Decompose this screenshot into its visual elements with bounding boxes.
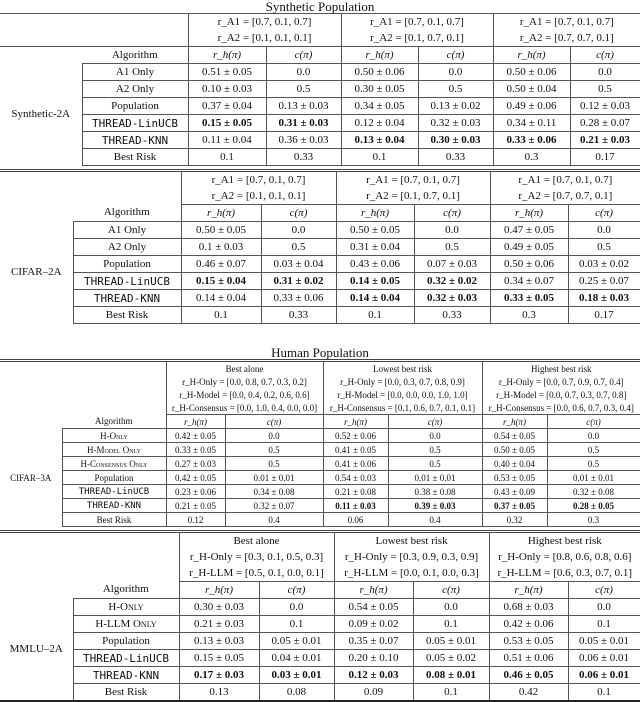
value-cell: 0.13 ± 0.03 bbox=[266, 98, 341, 115]
value-cell: 0.0 bbox=[388, 429, 482, 443]
value-cell: 0.05 ± 0.01 bbox=[259, 633, 334, 650]
value-cell: 0.1 bbox=[413, 684, 489, 702]
group-param-line: r_A1 = [0.7, 0.1, 0.7] bbox=[336, 171, 490, 189]
value-cell: 0.46 ± 0.05 bbox=[489, 667, 568, 684]
group-title: Best alone bbox=[179, 532, 334, 550]
group-title: Best alone bbox=[166, 361, 323, 376]
dataset-label: Synthetic-2A bbox=[11, 108, 71, 120]
group-param-line: r_H-Consensus = [0.0, 1.0, 0.4, 0.0, 0.0] bbox=[166, 401, 323, 415]
group-param-line: r_A2 = [0.1, 0.1, 0.1] bbox=[181, 188, 336, 205]
value-cell: 0.06 ± 0.01 bbox=[568, 650, 640, 667]
value-cell: 0.49 ± 0.06 bbox=[493, 98, 570, 115]
value-cell: 0.11 ± 0.04 bbox=[188, 132, 266, 149]
table-row bbox=[0, 307, 640, 324]
group-header-row bbox=[0, 14, 640, 31]
value-cell: 0.46 ± 0.07 bbox=[181, 256, 261, 273]
value-cell: 0.41 ± 0.05 bbox=[323, 443, 388, 457]
group-header-row-2 bbox=[0, 188, 640, 205]
mmlu-2a-body bbox=[0, 599, 640, 702]
value-cell: 0.43 ± 0.09 bbox=[482, 485, 547, 499]
group-param-line: r_H-Only = [0.0, 0.7, 0.9, 0.7, 0.4] bbox=[482, 375, 640, 388]
cifar-3a-body bbox=[0, 429, 640, 527]
value-cell: 0.06 bbox=[323, 513, 388, 527]
value-cell: 0.0 bbox=[266, 64, 341, 81]
value-cell: 0.50 ± 0.04 bbox=[493, 81, 570, 98]
value-cell: 0.1 bbox=[336, 307, 414, 324]
value-cell: 0.21 ± 0.03 bbox=[179, 616, 259, 633]
metric-header: c(π) bbox=[225, 415, 323, 429]
group-title-row bbox=[0, 361, 640, 376]
value-cell: 0.42 ± 0.05 bbox=[166, 471, 225, 485]
value-cell: 0.5 bbox=[570, 81, 640, 98]
value-cell: 0.30 ± 0.05 bbox=[341, 81, 418, 98]
metric-header: r_h(π) bbox=[188, 47, 266, 64]
algorithm-name: A1 Only bbox=[82, 64, 188, 81]
value-cell: 0.30 ± 0.03 bbox=[179, 599, 259, 616]
group-param-line: r_H-Model = [0.0, 0.7, 0.3, 0.7, 0.8] bbox=[482, 388, 640, 401]
value-cell: 0.36 ± 0.03 bbox=[266, 132, 341, 149]
value-cell: 0.15 ± 0.04 bbox=[181, 273, 261, 290]
metric-header-row bbox=[0, 582, 640, 599]
value-cell: 0.14 ± 0.04 bbox=[181, 290, 261, 307]
value-cell: 0.38 ± 0.08 bbox=[388, 485, 482, 499]
metric-header: r_h(π) bbox=[341, 47, 418, 64]
value-cell: 0.3 bbox=[547, 513, 640, 527]
value-cell: 0.25 ± 0.07 bbox=[568, 273, 640, 290]
value-cell: 0.5 bbox=[547, 457, 640, 471]
value-cell: 0.12 ± 0.04 bbox=[341, 115, 418, 132]
value-cell: 0.32 ± 0.07 bbox=[225, 499, 323, 513]
value-cell: 0.32 ± 0.02 bbox=[414, 273, 490, 290]
metric-header-row bbox=[0, 47, 640, 64]
table-row bbox=[0, 98, 640, 115]
value-cell: 0.34 ± 0.05 bbox=[341, 98, 418, 115]
algorithm-name: THREAD-KNN bbox=[73, 667, 179, 684]
value-cell: 0.5 bbox=[568, 239, 640, 256]
value-cell: 0.0 bbox=[568, 599, 640, 616]
value-cell: 0.5 bbox=[225, 457, 323, 471]
value-cell: 0.05 ± 0.01 bbox=[413, 633, 489, 650]
algorithm-name: Best Risk bbox=[82, 149, 188, 166]
value-cell: 0.32 ± 0.03 bbox=[418, 115, 493, 132]
value-cell: 0.37 ± 0.04 bbox=[188, 98, 266, 115]
value-cell: 0.47 ± 0.05 bbox=[490, 222, 568, 239]
value-cell: 0.34 ± 0.11 bbox=[493, 115, 570, 132]
metric-header: c(π) bbox=[570, 47, 640, 64]
value-cell: 0.12 bbox=[166, 513, 225, 527]
value-cell: 0.1 bbox=[181, 307, 261, 324]
value-cell: 0.33 bbox=[261, 307, 336, 324]
value-cell: 0.28 ± 0.05 bbox=[547, 499, 640, 513]
metric-header: r_h(π) bbox=[482, 415, 547, 429]
value-cell: 0.53 ± 0.05 bbox=[489, 633, 568, 650]
table-row bbox=[0, 239, 640, 256]
table-row bbox=[0, 443, 640, 457]
group-param-line: r_H-Consensus = [0.0, 0.6, 0.7, 0.3, 0.4] bbox=[482, 401, 640, 415]
algorithm-name: THREAD-KNN bbox=[62, 499, 166, 513]
metric-header-row bbox=[0, 205, 640, 222]
value-cell: 0.30 ± 0.03 bbox=[418, 132, 493, 149]
value-cell: 0.15 ± 0.05 bbox=[188, 115, 266, 132]
table-row bbox=[0, 149, 640, 166]
table-row bbox=[0, 222, 640, 239]
metric-header: c(π) bbox=[414, 205, 490, 222]
value-cell: 0.4 bbox=[225, 513, 323, 527]
human-caption: Human Population bbox=[271, 345, 369, 360]
table-row bbox=[0, 667, 640, 684]
group-header-row-2 bbox=[0, 30, 640, 47]
value-cell: 0.13 ± 0.04 bbox=[341, 132, 418, 149]
value-cell: 0.53 ± 0.05 bbox=[482, 471, 547, 485]
algorithm-name: THREAD-LinUCB bbox=[73, 650, 179, 667]
value-cell: 0.17 bbox=[568, 307, 640, 324]
value-cell: 0.13 ± 0.03 bbox=[179, 633, 259, 650]
group-title: Highest best risk bbox=[489, 532, 640, 550]
group-param-line: r_A1 = [0.7, 0.1, 0.7] bbox=[217, 15, 312, 28]
value-cell: 0.5 bbox=[547, 443, 640, 457]
value-cell: 0.50 ± 0.06 bbox=[490, 256, 568, 273]
value-cell: 0.13 ± 0.02 bbox=[418, 98, 493, 115]
value-cell: 0.5 bbox=[418, 81, 493, 98]
metric-header: r_h(π) bbox=[490, 205, 568, 222]
value-cell: 0.0 bbox=[568, 222, 640, 239]
algorithm-name: A1 Only bbox=[73, 222, 181, 239]
table-row bbox=[0, 471, 640, 485]
group-param-line: r_A1 = [0.7, 0.1, 0.7] bbox=[490, 171, 640, 189]
value-cell: 0.12 ± 0.03 bbox=[570, 98, 640, 115]
group-param-line: r_A1 = [0.7, 0.1, 0.7] bbox=[181, 171, 336, 189]
value-cell: 0.0 bbox=[261, 222, 336, 239]
value-cell: 0.50 ± 0.05 bbox=[181, 222, 261, 239]
col-group-3 bbox=[493, 14, 640, 31]
table-row bbox=[0, 457, 640, 471]
value-cell: 0.5 bbox=[261, 239, 336, 256]
cifar-3a-table bbox=[0, 359, 640, 527]
metric-header: c(π) bbox=[418, 47, 493, 64]
value-cell: 0.13 bbox=[179, 684, 259, 702]
value-cell: 0.08 bbox=[259, 684, 334, 702]
group-param-line: r_H-LLM = [0.5, 0.1, 0.0, 0.1] bbox=[179, 565, 334, 582]
value-cell: 0.54 ± 0.03 bbox=[323, 471, 388, 485]
algorithm-name: H-Only bbox=[73, 599, 179, 616]
value-cell: 0.32 ± 0.03 bbox=[414, 290, 490, 307]
value-cell: 0.34 ± 0.07 bbox=[490, 273, 568, 290]
metric-header: c(π) bbox=[568, 205, 640, 222]
group-param-line: r_H-Only = [0.3, 0.9, 0.3, 0.9] bbox=[334, 549, 489, 565]
group-param-line: r_H-Consensus = [0.1, 0.6, 0.7, 0.1, 0.1] bbox=[323, 401, 482, 415]
algorithm-name: H-Model Only bbox=[62, 443, 166, 457]
value-cell: 0.21 ± 0.08 bbox=[323, 485, 388, 499]
table-row bbox=[0, 485, 640, 499]
value-cell: 0.03 ± 0.04 bbox=[261, 256, 336, 273]
metric-header: c(π) bbox=[388, 415, 482, 429]
value-cell: 0.5 bbox=[266, 81, 341, 98]
value-cell: 0.28 ± 0.07 bbox=[570, 115, 640, 132]
value-cell: 0.01 ± 0.01 bbox=[388, 471, 482, 485]
algorithm-name: A2 Only bbox=[82, 81, 188, 98]
section-gap bbox=[0, 324, 640, 346]
dataset-label: CIFAR–2A bbox=[10, 266, 62, 278]
value-cell: 0.0 bbox=[418, 64, 493, 81]
value-cell: 0.06 ± 0.01 bbox=[568, 667, 640, 684]
col-group-1 bbox=[188, 14, 341, 31]
dataset-label: CIFAR–3A bbox=[10, 472, 52, 483]
value-cell: 0.14 ± 0.04 bbox=[336, 290, 414, 307]
value-cell: 0.03 ± 0.02 bbox=[568, 256, 640, 273]
algorithm-name: THREAD-LinUCB bbox=[73, 273, 181, 290]
value-cell: 0.42 ± 0.06 bbox=[489, 616, 568, 633]
group-param-row bbox=[0, 549, 640, 565]
algorithm-name: Population bbox=[62, 471, 166, 485]
group-param-line: r_A2 = [0.1, 0.7, 0.1] bbox=[341, 30, 493, 47]
group-param-line: r_A2 = [0.7, 0.7, 0.1] bbox=[493, 30, 640, 47]
group-param-row bbox=[0, 401, 640, 415]
group-param-line: r_H-LLM = [0.6, 0.3, 0.7, 0.1] bbox=[489, 565, 640, 582]
value-cell: 0.33 bbox=[414, 307, 490, 324]
mmlu-2a-table bbox=[0, 530, 640, 702]
value-cell: 0.1 bbox=[188, 149, 266, 166]
value-cell: 0.42 ± 0.05 bbox=[166, 429, 225, 443]
metric-header: r_h(π) bbox=[166, 415, 225, 429]
value-cell: 0.40 ± 0.04 bbox=[482, 457, 547, 471]
value-cell: 0.5 bbox=[388, 443, 482, 457]
table-row bbox=[0, 684, 640, 702]
value-cell: 0.50 ± 0.06 bbox=[341, 64, 418, 81]
value-cell: 0.05 ± 0.02 bbox=[413, 650, 489, 667]
metric-header: c(π) bbox=[261, 205, 336, 222]
table-row bbox=[0, 64, 640, 81]
value-cell: 0.20 ± 0.10 bbox=[334, 650, 413, 667]
table-row bbox=[0, 290, 640, 307]
value-cell: 0.0 bbox=[413, 599, 489, 616]
value-cell: 0.14 ± 0.05 bbox=[336, 273, 414, 290]
value-cell: 0.39 ± 0.03 bbox=[388, 499, 482, 513]
group-param-line: r_A2 = [0.1, 0.7, 0.1] bbox=[336, 188, 490, 205]
algorithm-name: THREAD-KNN bbox=[73, 290, 181, 307]
value-cell: 0.49 ± 0.05 bbox=[490, 239, 568, 256]
algorithm-header: Algorithm bbox=[111, 48, 158, 61]
value-cell: 0.0 bbox=[259, 599, 334, 616]
value-cell: 0.50 ± 0.05 bbox=[482, 443, 547, 457]
synthetic-2a-body bbox=[0, 64, 640, 166]
cifar-2a-table bbox=[0, 169, 640, 324]
group-title: Highest best risk bbox=[482, 361, 640, 376]
group-param-line: r_H-LLM = [0.0, 0.1, 0.0, 0.3] bbox=[334, 565, 489, 582]
value-cell: 0.18 ± 0.03 bbox=[568, 290, 640, 307]
value-cell: 0.0 bbox=[225, 429, 323, 443]
algorithm-header: Algorithm bbox=[102, 583, 149, 596]
group-param-line: r_H-Model = [0.0, 0.4, 0.2, 0.6, 0.6] bbox=[166, 388, 323, 401]
table-row bbox=[0, 616, 640, 633]
value-cell: 0.15 ± 0.05 bbox=[179, 650, 259, 667]
value-cell: 0.21 ± 0.03 bbox=[570, 132, 640, 149]
value-cell: 0.27 ± 0.03 bbox=[166, 457, 225, 471]
algorithm-header: Algorithm bbox=[103, 206, 150, 219]
metric-header: c(π) bbox=[413, 582, 489, 599]
metric-header: c(π) bbox=[259, 582, 334, 599]
col-group-2 bbox=[341, 14, 493, 31]
value-cell: 0.51 ± 0.06 bbox=[489, 650, 568, 667]
value-cell: 0.54 ± 0.05 bbox=[482, 429, 547, 443]
value-cell: 0.33 ± 0.05 bbox=[166, 443, 225, 457]
value-cell: 0.0 bbox=[547, 429, 640, 443]
value-cell: 0.17 ± 0.03 bbox=[179, 667, 259, 684]
algorithm-name: THREAD-KNN bbox=[82, 132, 188, 149]
value-cell: 0.34 ± 0.08 bbox=[225, 485, 323, 499]
value-cell: 0.17 bbox=[570, 149, 640, 166]
value-cell: 0.42 bbox=[489, 684, 568, 702]
algorithm-name: H-Only bbox=[62, 429, 166, 443]
value-cell: 0.04 ± 0.01 bbox=[259, 650, 334, 667]
synthetic-2a-table bbox=[0, 13, 640, 166]
table-row bbox=[0, 599, 640, 616]
metric-header: c(π) bbox=[266, 47, 341, 64]
value-cell: 0.3 bbox=[490, 307, 568, 324]
group-param-row bbox=[0, 565, 640, 582]
group-param-row bbox=[0, 375, 640, 388]
group-param-line: r_H-Only = [0.3, 0.1, 0.5, 0.3] bbox=[179, 549, 334, 565]
value-cell: 0.43 ± 0.06 bbox=[336, 256, 414, 273]
table-row bbox=[0, 650, 640, 667]
value-cell: 0.33 bbox=[266, 149, 341, 166]
group-param-line: r_H-Model = [0.0, 0.0, 0.0, 1.0, 1.0] bbox=[323, 388, 482, 401]
value-cell: 0.21 ± 0.05 bbox=[166, 499, 225, 513]
value-cell: 0.01 ± 0.01 bbox=[547, 471, 640, 485]
value-cell: 0.32 bbox=[482, 513, 547, 527]
dataset-label: MMLU–2A bbox=[9, 642, 63, 655]
value-cell: 0.41 ± 0.06 bbox=[323, 457, 388, 471]
group-title: Lowest best risk bbox=[334, 532, 489, 550]
algorithm-name: Population bbox=[73, 633, 179, 650]
metric-header: r_h(π) bbox=[323, 415, 388, 429]
table-row bbox=[0, 633, 640, 650]
table-row bbox=[0, 256, 640, 273]
algorithm-name: Best Risk bbox=[73, 307, 181, 324]
value-cell: 0.52 ± 0.06 bbox=[323, 429, 388, 443]
algorithm-name: THREAD-LinUCB bbox=[82, 115, 188, 132]
group-title: Lowest best risk bbox=[323, 361, 482, 376]
algorithm-name: A2 Only bbox=[73, 239, 181, 256]
value-cell: 0.08 ± 0.01 bbox=[413, 667, 489, 684]
table-row bbox=[0, 513, 640, 527]
metric-header: r_h(π) bbox=[493, 47, 570, 64]
algorithm-name: THREAD-LinUCB bbox=[62, 485, 166, 499]
value-cell: 0.31 ± 0.04 bbox=[336, 239, 414, 256]
algorithm-name: H-Consensus Only bbox=[62, 457, 166, 471]
value-cell: 0.37 ± 0.05 bbox=[482, 499, 547, 513]
table-row bbox=[0, 273, 640, 290]
value-cell: 0.0 bbox=[414, 222, 490, 239]
value-cell: 0.3 bbox=[493, 149, 570, 166]
value-cell: 0.11 ± 0.03 bbox=[323, 499, 388, 513]
value-cell: 0.0 bbox=[570, 64, 640, 81]
group-param-row bbox=[0, 388, 640, 401]
algorithm-header: Algorithm bbox=[95, 416, 133, 427]
algorithm-name: H-LLM Only bbox=[73, 616, 179, 633]
metric-header: c(π) bbox=[547, 415, 640, 429]
group-param-line: r_A1 = [0.7, 0.1, 0.7] bbox=[370, 15, 464, 28]
group-header-row bbox=[0, 171, 640, 189]
value-cell: 0.35 ± 0.07 bbox=[334, 633, 413, 650]
value-cell: 0.1 bbox=[413, 616, 489, 633]
value-cell: 0.5 bbox=[225, 443, 323, 457]
algorithm-name: Population bbox=[73, 256, 181, 273]
algorithm-name: Best Risk bbox=[62, 513, 166, 527]
value-cell: 0.12 ± 0.03 bbox=[334, 667, 413, 684]
value-cell: 0.03 ± 0.01 bbox=[259, 667, 334, 684]
table-row bbox=[0, 429, 640, 443]
value-cell: 0.50 ± 0.06 bbox=[493, 64, 570, 81]
value-cell: 0.33 ± 0.05 bbox=[490, 290, 568, 307]
value-cell: 0.09 ± 0.02 bbox=[334, 616, 413, 633]
metric-header: r_h(π) bbox=[181, 205, 261, 222]
metric-header-row bbox=[0, 415, 640, 429]
value-cell: 0.54 ± 0.05 bbox=[334, 599, 413, 616]
value-cell: 0.4 bbox=[388, 513, 482, 527]
value-cell: 0.33 ± 0.06 bbox=[261, 290, 336, 307]
group-param-line: r_H-Only = [0.0, 0.3, 0.7, 0.8, 0.9] bbox=[323, 375, 482, 388]
group-param-line: r_H-Only = [0.0, 0.8, 0.7, 0.3, 0.2] bbox=[166, 375, 323, 388]
value-cell: 0.32 ± 0.08 bbox=[547, 485, 640, 499]
table-row bbox=[0, 132, 640, 149]
value-cell: 0.5 bbox=[388, 457, 482, 471]
value-cell: 0.31 ± 0.03 bbox=[266, 115, 341, 132]
algorithm-name: Best Risk bbox=[73, 684, 179, 702]
value-cell: 0.10 ± 0.03 bbox=[188, 81, 266, 98]
metric-header: c(π) bbox=[568, 582, 640, 599]
group-title-row bbox=[0, 532, 640, 550]
value-cell: 0.01 ± 0.01 bbox=[225, 471, 323, 485]
value-cell: 0.1 bbox=[341, 149, 418, 166]
value-cell: 0.50 ± 0.05 bbox=[336, 222, 414, 239]
metric-header: r_h(π) bbox=[334, 582, 413, 599]
metric-header: r_h(π) bbox=[336, 205, 414, 222]
table-row bbox=[0, 115, 640, 132]
group-param-line: r_A2 = [0.7, 0.7, 0.1] bbox=[490, 188, 640, 205]
value-cell: 0.51 ± 0.05 bbox=[188, 64, 266, 81]
value-cell: 0.23 ± 0.06 bbox=[166, 485, 225, 499]
value-cell: 0.1 bbox=[568, 616, 640, 633]
table-row bbox=[0, 81, 640, 98]
metric-header: r_h(π) bbox=[179, 582, 259, 599]
group-param-line: r_H-Only = [0.8, 0.6, 0.8, 0.6] bbox=[489, 549, 640, 565]
value-cell: 0.5 bbox=[414, 239, 490, 256]
synthetic-caption: Synthetic Population bbox=[265, 0, 375, 14]
value-cell: 0.1 ± 0.03 bbox=[181, 239, 261, 256]
group-param-line: r_A1 = [0.7, 0.1, 0.7] bbox=[519, 15, 614, 28]
value-cell: 0.1 bbox=[568, 684, 640, 702]
value-cell: 0.68 ± 0.03 bbox=[489, 599, 568, 616]
group-param-line: r_A2 = [0.1, 0.1, 0.1] bbox=[188, 30, 341, 47]
metric-header: r_h(π) bbox=[489, 582, 568, 599]
value-cell: 0.31 ± 0.02 bbox=[261, 273, 336, 290]
cifar-2a-body bbox=[0, 222, 640, 324]
value-cell: 0.1 bbox=[259, 616, 334, 633]
value-cell: 0.33 bbox=[418, 149, 493, 166]
value-cell: 0.09 bbox=[334, 684, 413, 702]
value-cell: 0.07 ± 0.03 bbox=[414, 256, 490, 273]
algorithm-name: Population bbox=[82, 98, 188, 115]
value-cell: 0.33 ± 0.06 bbox=[493, 132, 570, 149]
table-row bbox=[0, 499, 640, 513]
value-cell: 0.05 ± 0.01 bbox=[568, 633, 640, 650]
